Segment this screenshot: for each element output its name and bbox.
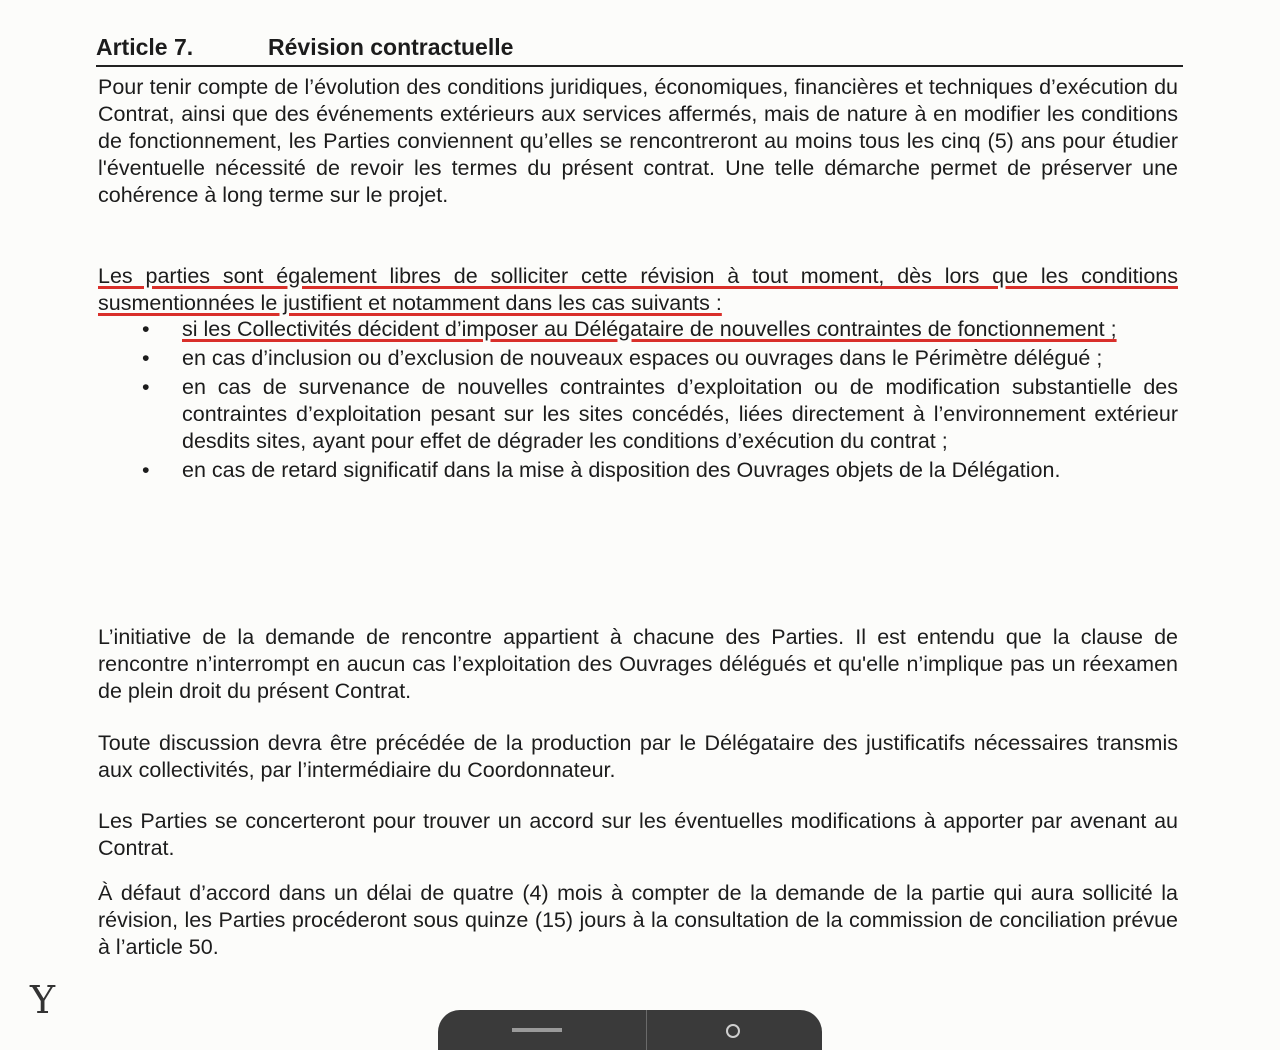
bullet-icon: •: [142, 458, 150, 482]
paragraph-conciliation: À défaut d’accord dans un délai de quatre (4) mois à compter de la demande de la partie qui aura sollicité la révision, les Parties procéderont sous quinze (15) jours à la consultation de la commission de conciliation prévue à l’article 50.: [98, 881, 1178, 959]
paragraph-revision: [98, 263, 1178, 317]
bullet-icon: •: [142, 375, 150, 399]
bullet-icon: •: [142, 317, 150, 341]
list-item-text: en cas de retard significatif dans la mise à disposition des Ouvrages objets de la Délégation.: [182, 458, 1061, 482]
viewer-toolbar[interactable]: [438, 1010, 822, 1050]
paragraph-agreement: Les Parties se concerteront pour trouver un accord sur les éventuelles modifications à apporter par avenant au Contrat.: [98, 809, 1178, 860]
list-item-text: en cas d’inclusion ou d’exclusion de nouveaux espaces ou ouvrages dans le Périmètre délégué ;: [182, 346, 1103, 370]
paragraph-intro: Pour tenir compte de l’évolution des conditions juridiques, économiques, financières et techniques d’exécution du Contrat, ainsi que des événements extérieurs aux services affermés, mais de nature à en modifier les conditions de fonctionnement, les Parties conviennent qu’elles se rencontreront au moins tous les cinq (5) ans pour étudier l'éventuelle nécessité de revoir les termes du présent contrat. Une telle démarche permet de préserver une cohérence à long terme sur le projet.: [98, 75, 1178, 207]
paragraph-initiative: L’initiative de la demande de rencontre appartient à chacune des Parties. Il est entendu que la clause de rencontre n’interrompt en aucun cas l’exploitation des Ouvrages délégués et qu'elle n’implique pas un réexamen de plein droit du présent Contrat.: [98, 625, 1178, 703]
article-number: Article 7.: [96, 34, 194, 60]
article-heading: [96, 34, 1183, 67]
list-item: [138, 345, 1178, 372]
cases-list: [138, 316, 1178, 486]
bullet-icon: •: [142, 346, 150, 370]
handwritten-margin-mark: Y: [30, 978, 56, 1022]
list-item-text: si les Collectivités décident d’imposer au Délégataire de nouvelles contraintes de fonctionnement ;: [182, 317, 1117, 341]
list-item: [138, 374, 1178, 455]
article-title: Révision contractuelle: [268, 34, 514, 60]
list-item: [138, 457, 1178, 484]
toolbar-action-icon[interactable]: [726, 1024, 740, 1038]
list-item: [138, 316, 1178, 343]
toolbar-handle-icon[interactable]: [512, 1028, 562, 1032]
list-item-text: en cas de survenance de nouvelles contraintes d’exploitation ou de modification substantielle des contraintes d’exploitation pesant sur les sites concédés, liées directement à l’environnement extérieur desdits sites, ayant pour effet de dégrader les conditions d’exécution du contrat ;: [182, 375, 1178, 453]
toolbar-divider: [646, 1010, 647, 1050]
paragraph-discussion: Toute discussion devra être précédée de la production par le Délégataire des justificatifs nécessaires transmis aux collectivités, par l’intermédiaire du Coordonnateur.: [98, 731, 1178, 782]
highlighted-text: Les parties sont également libres de solliciter cette révision à tout moment, dès lors que les conditions susmentionnées le justifient et notamment dans les cas suivants :: [98, 264, 1178, 315]
